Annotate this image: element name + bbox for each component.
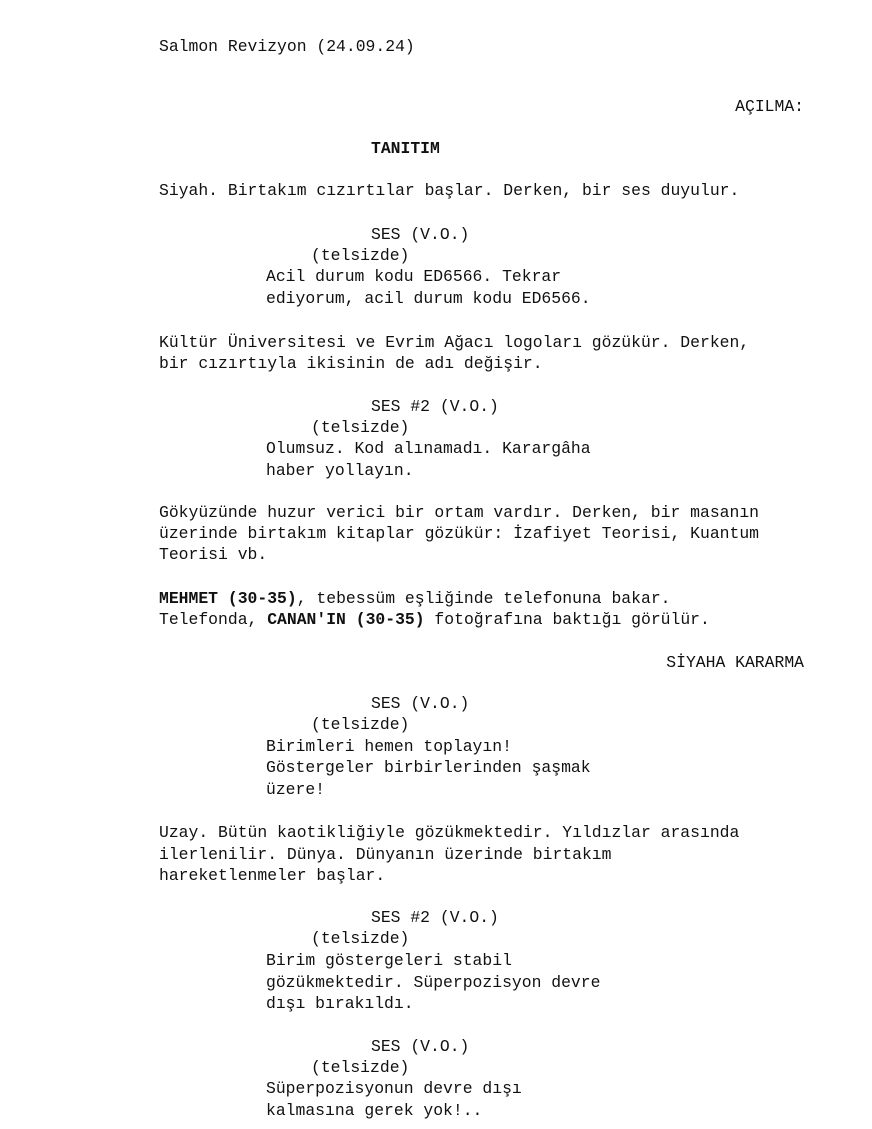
character-intro: MEHMET (30-35) — [159, 589, 297, 608]
action-line: Kültür Üniversitesi ve Evrim Ağacı logoları gözükür. Derken, — [159, 333, 750, 352]
parenthetical: (telsizde) — [311, 418, 410, 437]
transition-open: AÇILMA: — [735, 97, 804, 116]
action-text: Telefonda, — [159, 610, 268, 629]
parenthetical: (telsizde) — [311, 929, 410, 948]
action-line — [159, 609, 710, 631]
dialogue-line: kalmasına gerek yok!.. — [266, 1101, 483, 1120]
action-line: Gökyüzünde huzur verici bir ortam vardır. Derken, bir masanın — [159, 503, 759, 522]
action-line: ilerlenilir. Dünya. Dünyanın üzerinde birtakım — [159, 845, 612, 864]
parenthetical: (telsizde) — [311, 715, 410, 734]
dialogue-line: Birimleri hemen toplayın! — [266, 737, 512, 756]
character-name: SES (V.O.) — [371, 225, 470, 244]
action-line: Teorisi vb. — [159, 545, 268, 564]
scene-heading: TANITIM — [371, 139, 440, 158]
dialogue-line: ediyorum, acil durum kodu ED6566. — [266, 289, 591, 308]
action-line: Uzay. Bütün kaotikliğiyle gözükmektedir. Yıldızlar arasında — [159, 823, 740, 842]
action-line: Siyah. Birtakım cızırtılar başlar. Derken, bir ses duyulur. — [159, 181, 740, 200]
dialogue-line: Olumsuz. Kod alınamadı. Karargâha — [266, 439, 591, 458]
character-name: SES (V.O.) — [371, 694, 470, 713]
action-line: hareketlenmeler başlar. — [159, 866, 386, 885]
action-line: üzerinde birtakım kitaplar gözükür: İzafiyet Teorisi, Kuantum — [159, 524, 759, 543]
character-name: SES #2 (V.O.) — [371, 397, 499, 416]
action-line — [159, 588, 671, 610]
character-name: SES (V.O.) — [371, 1037, 470, 1056]
dialogue-line: Göstergeler birbirlerinden şaşmak — [266, 758, 591, 777]
dialogue-line: Süperpozisyonun devre dışı — [266, 1079, 522, 1098]
parenthetical: (telsizde) — [311, 246, 410, 265]
dialogue-line: haber yollayın. — [266, 461, 414, 480]
dialogue-line: Birim göstergeleri stabil — [266, 951, 512, 970]
action-text: , tebessüm eşliğinde telefonuna bakar. — [296, 589, 671, 608]
transition-fade: SİYAHA KARARMA — [666, 653, 804, 672]
dialogue-line: gözükmektedir. Süperpozisyon devre — [266, 973, 601, 992]
character-intro: CANAN'IN (30-35) — [267, 610, 425, 629]
dialogue-line: dışı bırakıldı. — [266, 994, 414, 1013]
action-line: bir cızırtıyla ikisinin de adı değişir. — [159, 354, 543, 373]
character-name: SES #2 (V.O.) — [371, 908, 499, 927]
parenthetical: (telsizde) — [311, 1058, 410, 1077]
action-text: fotoğrafına baktığı görülür. — [424, 610, 710, 629]
dialogue-line: Acil durum kodu ED6566. Tekrar — [266, 267, 562, 286]
dialogue-line: üzere! — [266, 780, 326, 799]
revision-header: Salmon Revizyon (24.09.24) — [159, 37, 415, 56]
